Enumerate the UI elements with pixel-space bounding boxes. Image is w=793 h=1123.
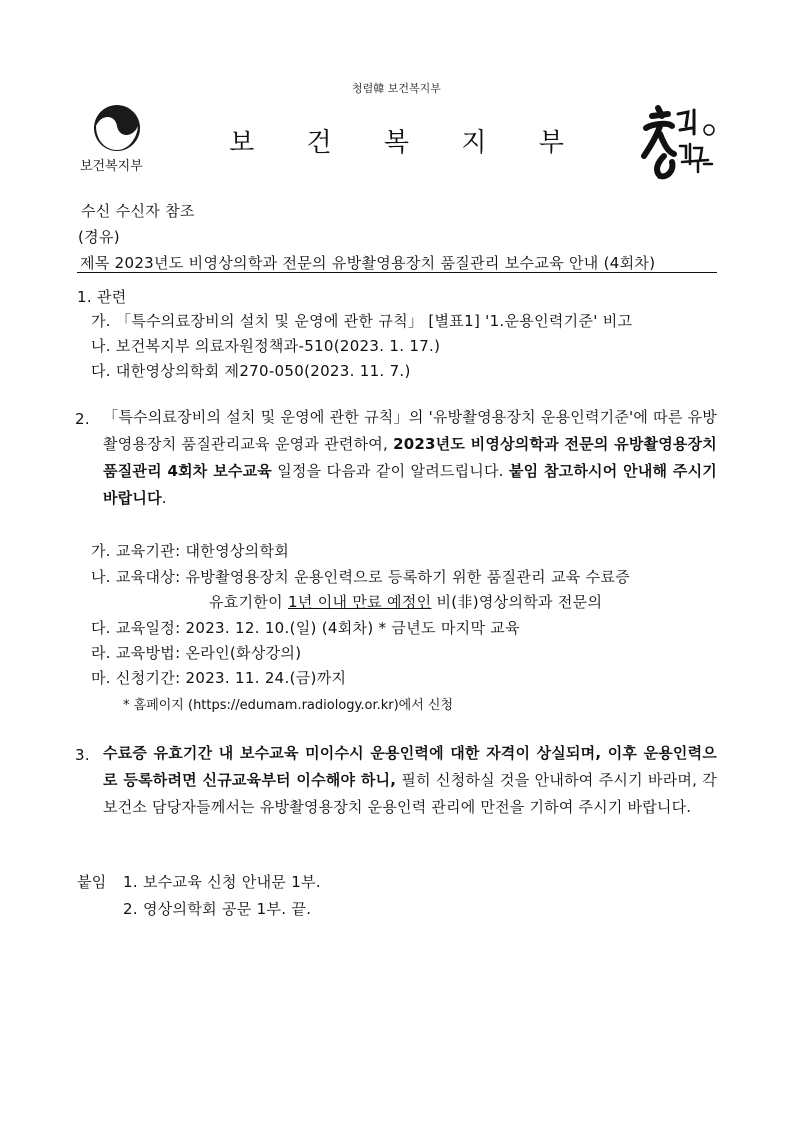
edu-method: 라. 교육방법: 온라인(화상강의) — [91, 644, 302, 662]
subject-line: 제목 2023년도 비영상의학과 전문의 유방촬영용장치 품질관리 보수교육 안내 (4회차) — [80, 254, 656, 272]
edu-target-line1: 나. 교육대상: 유방촬영용장치 운용인력으로 등록하기 위한 품질관리 교육 수료증 — [91, 568, 631, 586]
section2-number: 2. — [75, 410, 90, 428]
section1-item: 다. 대한영상의학회 제270-050(2023. 11. 7.) — [91, 362, 411, 380]
section3-number: 3. — [75, 746, 90, 764]
section1-item: 가. 「특수의료장비의 설치 및 운영에 관한 규칙」 [별표1] '1.운용인력기준' 비고 — [91, 312, 633, 330]
section3-paragraph: 수료증 유효기간 내 보수교육 미이수시 운용인력에 대한 자격이 상실되며, 이후 운용인력으로 등록하려면 신규교육부터 이수해야 하니, 필히 신청하실 것을 안내하여 주시기 바라며, 각 보건소 담당자들께서는 유방촬영용장치 운용인력 관리에 만전을 기하여 주시기 바랍니다. — [103, 744, 718, 816]
edu-target-line2: 유효기한이 1년 이내 만료 예정인 비(非)영상의학과 전문의 — [209, 593, 603, 611]
slogan: 청렴韓 보건복지부 — [352, 82, 441, 95]
edu-application-period: 마. 신청기간: 2023. 11. 24.(금)까지 — [91, 669, 347, 687]
application-note: * 홈페이지 (https://edumam.radiology.or.kr)에서 신청 — [123, 698, 454, 713]
section1-heading: 1. 관련 — [77, 288, 127, 306]
edu-schedule: 다. 교육일정: 2023. 12. 10.(일) (4회차) * 금년도 마지막 교육 — [91, 619, 520, 637]
ministry-logo-text: 보건복지부 — [80, 159, 143, 174]
document-title: 보 건 복 지 부 — [229, 128, 586, 158]
via-line: (경유) — [78, 228, 120, 246]
section2-paragraph: 「특수의료장비의 설치 및 운영에 관한 규칙」의 '유방촬영용장치 운용인력기준'에 따른 유방촬영용장치 품질관리교육 운영과 관련하여, 2023년도 비영상의학과 전문의 유방촬영용장치 품질관리 4회차 보수교육 일정을 다음과 같이 알려드립니다. 붙임 참고하시어 안내해 주시기 바랍니다. — [103, 408, 717, 507]
section1-item: 나. 보건복지부 의료자원정책과-510(2023. 1. 17.) — [91, 337, 441, 355]
attachment-item: 1. 보수교육 신청 안내문 1부. — [123, 873, 321, 891]
integrity-calligraphy-stamp — [638, 104, 718, 180]
edu-institution: 가. 교육기관: 대한영상의학회 — [91, 542, 290, 560]
subject-divider — [77, 272, 717, 273]
attachment-item: 2. 영상의학회 공문 1부. 끝. — [123, 900, 312, 918]
recipient-line: 수신 수신자 참조 — [81, 202, 195, 220]
attachments-label: 붙임 — [77, 873, 107, 891]
